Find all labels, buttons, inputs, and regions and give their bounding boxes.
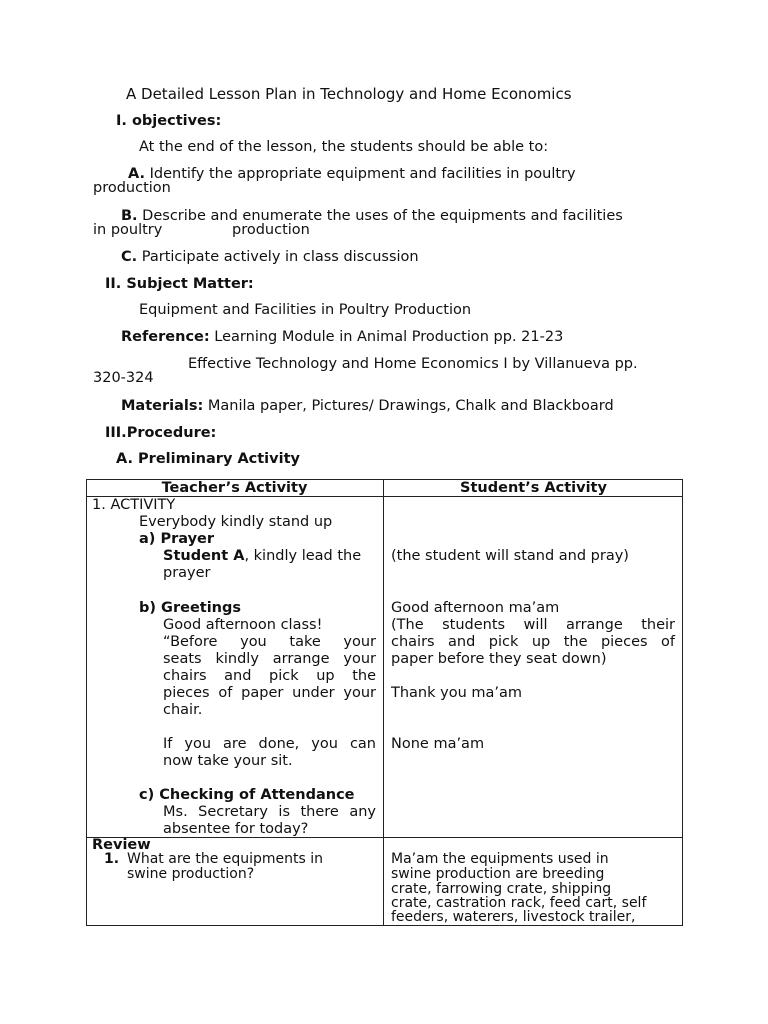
objective-b-cont-1: in poultry	[93, 222, 163, 238]
prayer-text-cont: prayer	[163, 565, 211, 581]
materials: Materials: Manila paper, Pictures/ Drawings, Chalk and Blackboard	[121, 398, 614, 414]
objectives-intro: At the end of the lesson, the students should be able to:	[139, 139, 549, 155]
review-question-2: swine production?	[127, 866, 255, 882]
greetings-label: b) Greetings	[139, 600, 242, 616]
review-answer-3: crate, farrowing crate, shipping	[391, 881, 612, 897]
review-answer-5: feeders, waterers, livestock trailer,	[391, 909, 636, 925]
objective-c: C. Participate actively in class discussion	[121, 249, 419, 265]
greet-line-3: seats kindly arrange your	[163, 651, 376, 667]
thank-you-response: Thank you ma’am	[391, 685, 523, 701]
objectives-heading: I. objectives:	[116, 113, 222, 129]
greet-response-4: paper before they seat down)	[391, 651, 607, 667]
stand-up-text: Everybody kindly stand up	[139, 514, 333, 530]
reference-2-cont: 320-324	[93, 370, 154, 386]
prayer-label: a) Prayer	[139, 531, 215, 547]
greet-line-6: chair.	[163, 702, 203, 718]
reference: Reference: Learning Module in Animal Production pp. 21-23	[121, 329, 564, 345]
attendance-line-1: Ms. Secretary is there any	[163, 804, 376, 820]
objective-a-cont: production	[93, 180, 171, 196]
subject-matter-heading: II. Subject Matter:	[105, 276, 254, 292]
table-column-divider	[383, 479, 384, 926]
teacher-activity-header: Teacher’s Activity	[161, 480, 308, 496]
objective-a: A. Identify the appropriate equipment and facilities in poultry	[128, 166, 576, 182]
greet-response-1: Good afternoon ma’am	[391, 600, 560, 616]
page-title: A Detailed Lesson Plan in Technology and Home Economics	[126, 85, 572, 103]
reference-2: Effective Technology and Home Economics I by Villanueva pp.	[188, 356, 638, 372]
attendance-line-2: absentee for today?	[163, 821, 309, 837]
review-question-1: What are the equipments in	[127, 851, 324, 867]
prayer-response: (the student will stand and pray)	[391, 548, 629, 564]
review-answer-4: crate, castration rack, feed cart, self	[391, 895, 647, 911]
review-number: 1.	[104, 851, 120, 867]
greet-line-2: “Before you take your	[163, 634, 376, 650]
greet-line-4: chairs and pick up the	[163, 668, 376, 684]
greet-response-3: chairs and pick up the pieces of	[391, 634, 675, 650]
activity-heading: 1. ACTIVITY	[92, 497, 176, 513]
prayer-text: Student A, kindly lead the	[163, 548, 362, 564]
objective-b: B. Describe and enumerate the uses of the equipments and facilities	[121, 208, 623, 224]
preliminary-activity-heading: A. Preliminary Activity	[116, 451, 300, 467]
review-label: Review	[92, 837, 151, 853]
student-activity-header: Student’s Activity	[460, 480, 607, 496]
procedure-heading: III.Procedure:	[105, 425, 217, 441]
subject-topic: Equipment and Facilities in Poultry Production	[139, 302, 472, 318]
greet-response-2: (The students will arrange their	[391, 617, 675, 633]
done-line-1: If you are done, you can	[163, 736, 376, 752]
objective-b-cont-2: production	[232, 222, 310, 238]
greet-line-5: pieces of paper under your	[163, 685, 376, 701]
none-response: None ma’am	[391, 736, 485, 752]
done-line-2: now take your sit.	[163, 753, 293, 769]
review-answer-2: swine production are breeding	[391, 866, 605, 882]
greet-line-1: Good afternoon class!	[163, 617, 323, 633]
review-answer-1: Ma’am the equipments used in	[391, 851, 609, 867]
attendance-label: c) Checking of Attendance	[139, 787, 355, 803]
